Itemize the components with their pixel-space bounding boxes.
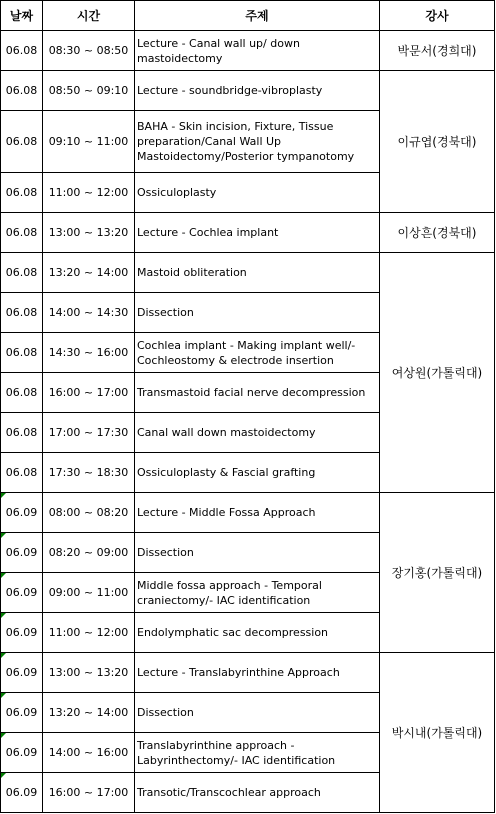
topic-cell: Ossiculoplasty & Fascial grafting	[135, 453, 380, 493]
topic-cell: Lecture - Translabyrinthine Approach	[135, 653, 380, 693]
header-lecturer: 강사	[380, 1, 495, 31]
time-cell: 14:30 ~ 16:00	[43, 333, 135, 373]
topic-cell: Lecture - Canal wall up/ down mastoidectomy	[135, 31, 380, 71]
topic-cell: Lecture - Cochlea implant	[135, 213, 380, 253]
topic-cell: Transotic/Transcochlear approach	[135, 773, 380, 813]
date-cell: 06.08	[1, 173, 43, 213]
date-cell	[1, 493, 43, 533]
time-cell: 11:00 ~ 12:00	[43, 613, 135, 653]
time-cell: 11:00 ~ 12:00	[43, 173, 135, 213]
topic-cell: Endolymphatic sac decompression	[135, 613, 380, 653]
date-cell: 06.08	[1, 333, 43, 373]
date-text: 06.09	[5, 626, 38, 639]
time-cell: 08:00 ~ 08:20	[43, 493, 135, 533]
topic-cell: Dissection	[135, 533, 380, 573]
date-text: 06.09	[5, 546, 38, 559]
topic-cell: BAHA - Skin incision, Fixture, Tissue preparation/Canal Wall Up Mastoidectomy/Posterior tympanotomy	[135, 111, 380, 173]
time-cell: 09:10 ~ 11:00	[43, 111, 135, 173]
lecturer-cell: 이규엽(경북대)	[380, 71, 495, 213]
date-cell: 06.08	[1, 413, 43, 453]
date-cell: 06.08	[1, 253, 43, 293]
date-cell	[1, 533, 43, 573]
time-cell: 13:20 ~ 14:00	[43, 253, 135, 293]
date-cell: 06.08	[1, 31, 43, 71]
lecturer-cell: 박시내(가톨릭대)	[380, 653, 495, 813]
date-cell	[1, 653, 43, 693]
comment-marker	[1, 493, 6, 498]
date-text: 06.09	[5, 706, 38, 719]
date-text: 06.09	[5, 586, 38, 599]
topic-cell: Transmastoid facial nerve decompression	[135, 373, 380, 413]
comment-marker	[1, 653, 6, 658]
date-cell	[1, 573, 43, 613]
topic-cell: Middle fossa approach - Temporal craniectomy/- IAC identification	[135, 573, 380, 613]
date-cell	[1, 693, 43, 733]
time-cell: 08:30 ~ 08:50	[43, 31, 135, 71]
date-cell: 06.08	[1, 453, 43, 493]
time-cell: 16:00 ~ 17:00	[43, 773, 135, 813]
table-row	[1, 31, 495, 71]
date-text: 06.09	[5, 506, 38, 519]
header-time: 시간	[43, 1, 135, 31]
comment-marker	[1, 733, 6, 738]
comment-marker	[1, 773, 6, 778]
date-cell	[1, 613, 43, 653]
date-cell: 06.08	[1, 111, 43, 173]
topic-cell: Ossiculoplasty	[135, 173, 380, 213]
time-cell: 17:30 ~ 18:30	[43, 453, 135, 493]
time-cell: 08:50 ~ 09:10	[43, 71, 135, 111]
time-cell: 13:00 ~ 13:20	[43, 653, 135, 693]
table-row	[1, 653, 495, 693]
time-cell: 13:20 ~ 14:00	[43, 693, 135, 733]
time-cell: 08:20 ~ 09:00	[43, 533, 135, 573]
table-row	[1, 71, 495, 111]
date-cell: 06.08	[1, 71, 43, 111]
topic-cell: Dissection	[135, 693, 380, 733]
time-cell: 13:00 ~ 13:20	[43, 213, 135, 253]
topic-cell: Translabyrinthine approach - Labyrinthectomy/- IAC identification	[135, 733, 380, 773]
time-cell: 17:00 ~ 17:30	[43, 413, 135, 453]
lecturer-cell: 박문서(경희대)	[380, 31, 495, 71]
date-cell	[1, 773, 43, 813]
date-text: 06.09	[5, 746, 38, 759]
date-cell: 06.08	[1, 213, 43, 253]
comment-marker	[1, 613, 6, 618]
date-cell: 06.08	[1, 373, 43, 413]
table-row	[1, 213, 495, 253]
comment-marker	[1, 573, 6, 578]
topic-cell: Lecture - soundbridge-vibroplasty	[135, 71, 380, 111]
lecturer-cell: 이상흔(경북대)	[380, 213, 495, 253]
topic-cell: Lecture - Middle Fossa Approach	[135, 493, 380, 533]
comment-marker	[1, 693, 6, 698]
table-row	[1, 493, 495, 533]
topic-cell: Cochlea implant - Making implant well/- Cochleostomy & electrode insertion	[135, 333, 380, 373]
date-text: 06.09	[5, 666, 38, 679]
lecturer-cell: 여상원(가톨릭대)	[380, 253, 495, 493]
header-date: 날짜	[1, 1, 43, 31]
topic-cell: Canal wall down mastoidectomy	[135, 413, 380, 453]
comment-marker	[1, 533, 6, 538]
header-row	[1, 1, 495, 31]
topic-cell: Mastoid obliteration	[135, 253, 380, 293]
date-text: 06.09	[5, 786, 38, 799]
table-row	[1, 253, 495, 293]
time-cell: 16:00 ~ 17:00	[43, 373, 135, 413]
header-topic: 주제	[135, 1, 380, 31]
date-cell	[1, 733, 43, 773]
topic-cell: Dissection	[135, 293, 380, 333]
date-cell: 06.08	[1, 293, 43, 333]
time-cell: 14:00 ~ 14:30	[43, 293, 135, 333]
time-cell: 09:00 ~ 11:00	[43, 573, 135, 613]
lecturer-cell: 장기홍(가톨릭대)	[380, 493, 495, 653]
time-cell: 14:00 ~ 16:00	[43, 733, 135, 773]
